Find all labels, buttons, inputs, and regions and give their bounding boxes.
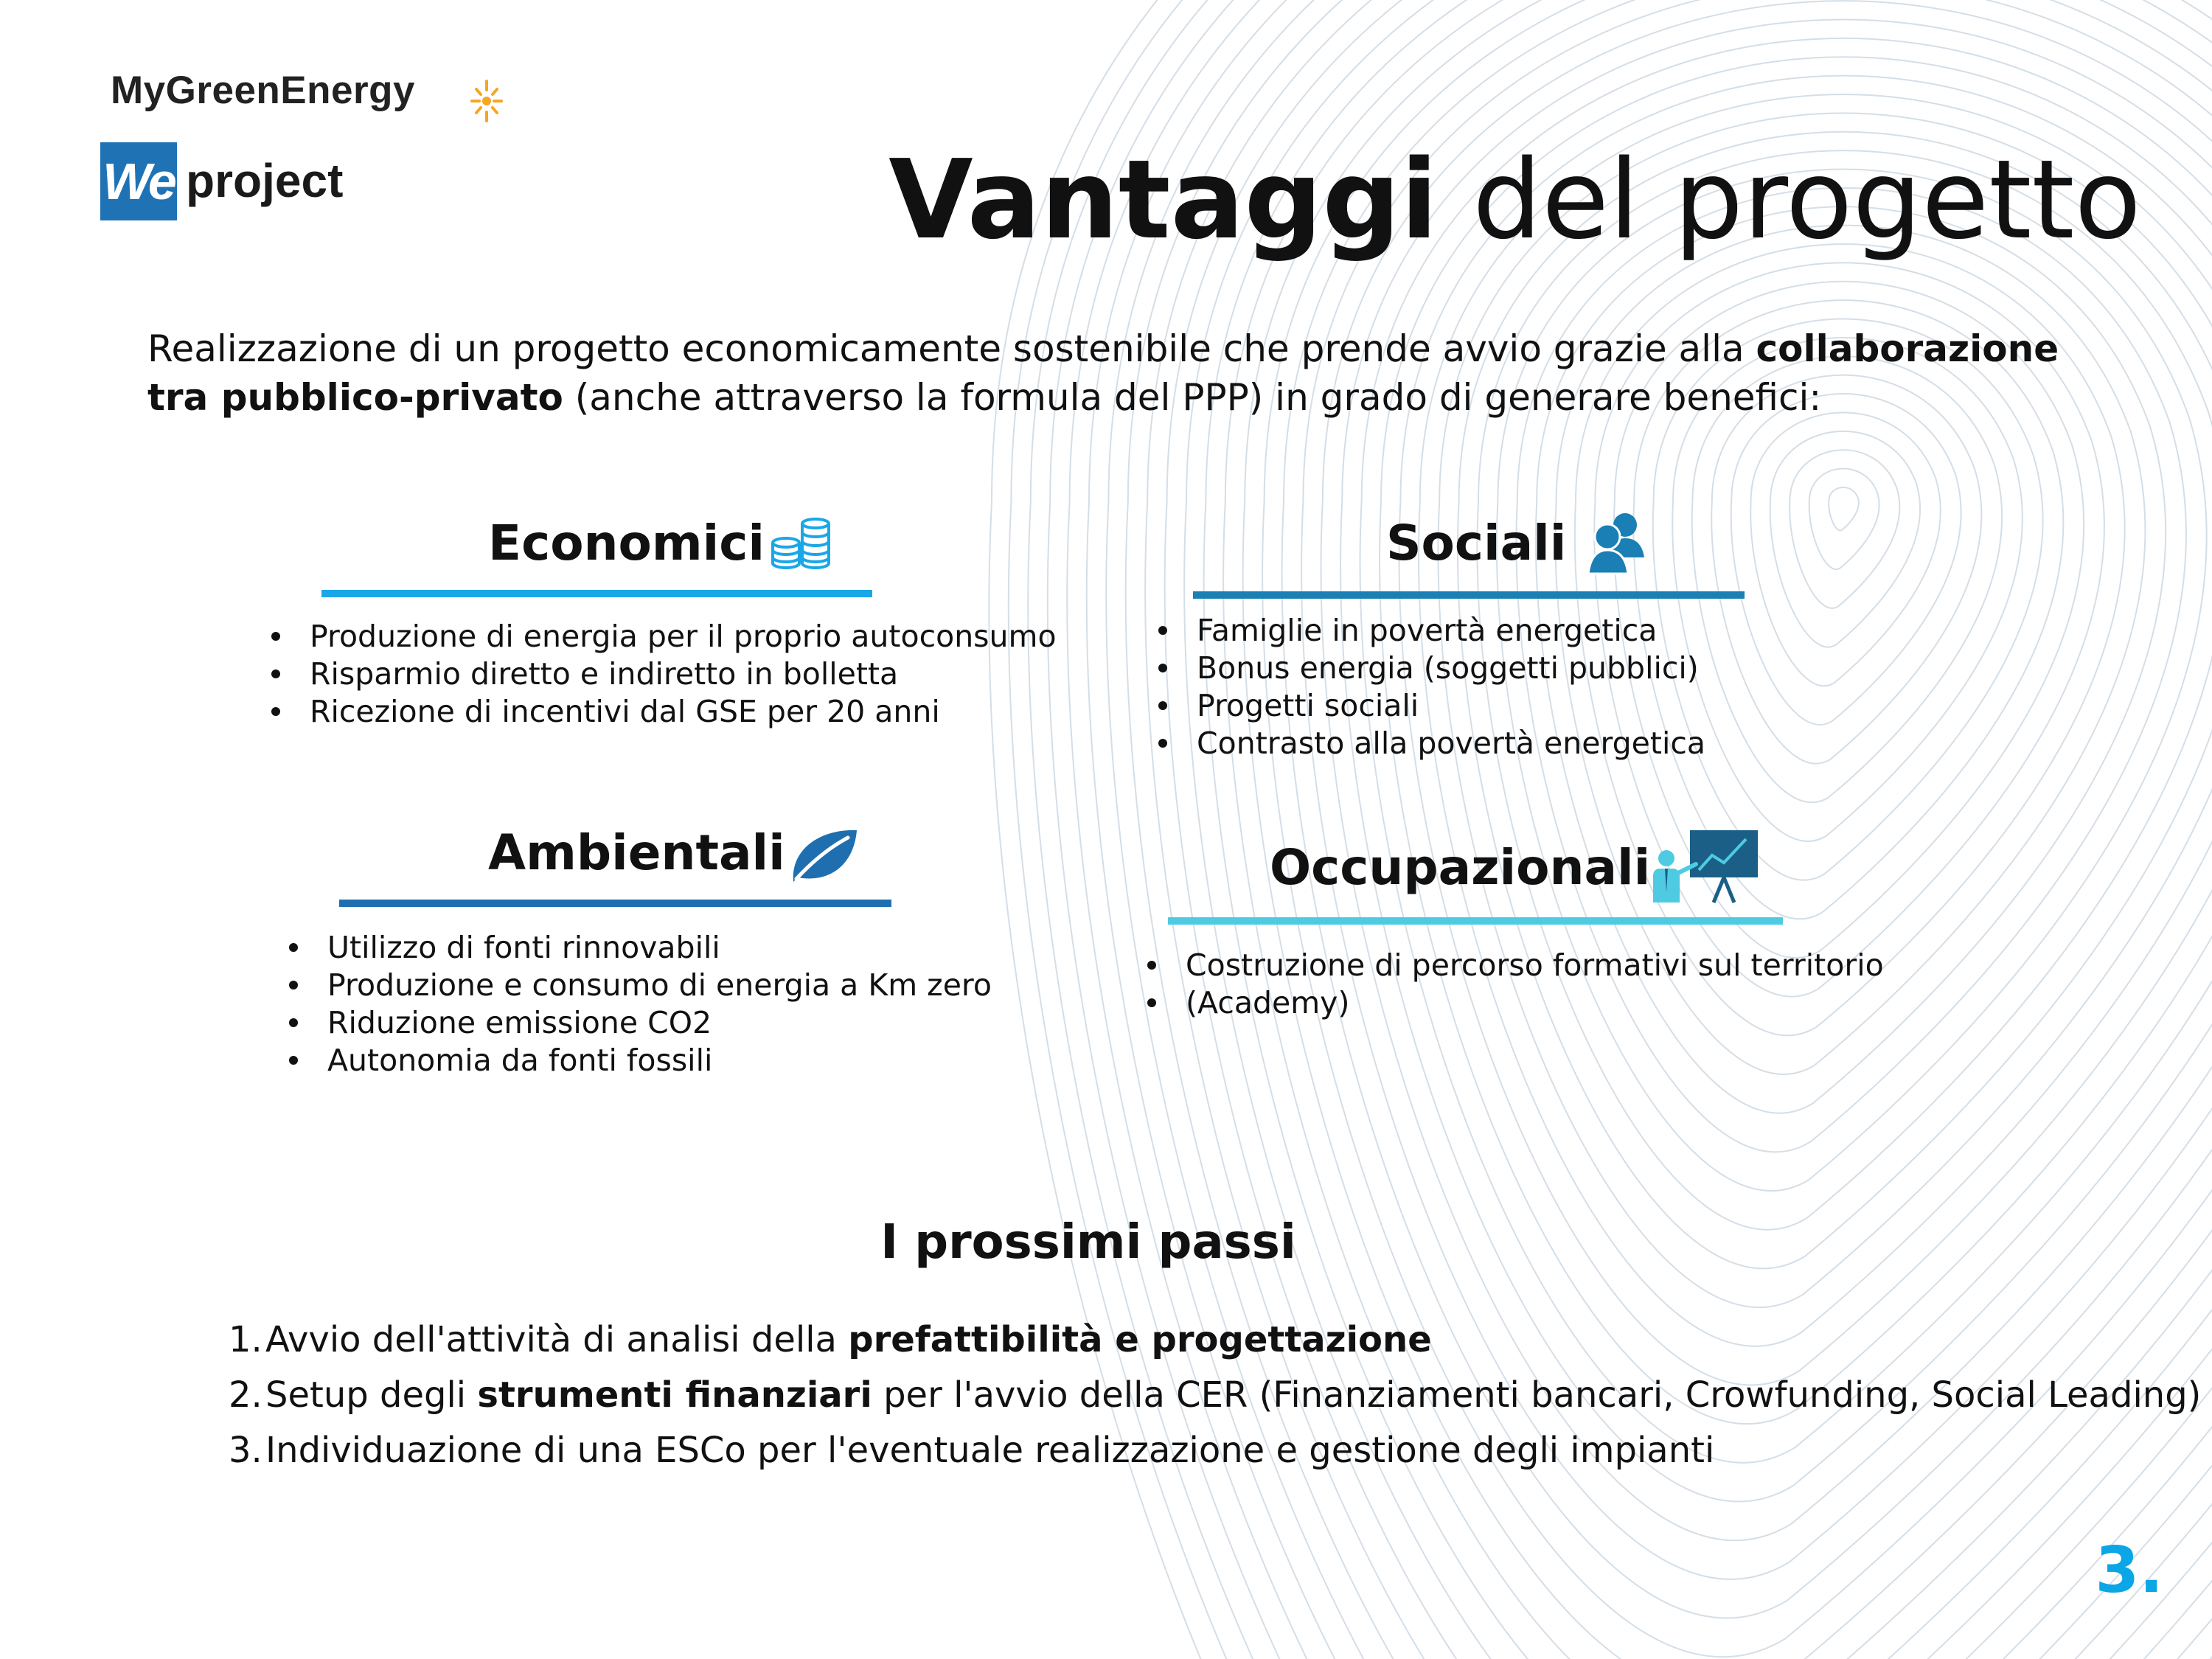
- list-item: Produzione di energia per il proprio autoconsumo: [271, 618, 1057, 655]
- contour-line: [1809, 469, 1879, 570]
- ambientali-title: Ambientali: [488, 824, 785, 881]
- intro-text-1: Realizzazione di un progetto economicamente sostenibile che prende avvio grazie alla: [147, 327, 1756, 370]
- list-item: Famiglie in povertà energetica: [1158, 612, 1705, 650]
- page-number: 3.: [2095, 1534, 2163, 1607]
- occupazionali-underline: [1168, 917, 1783, 925]
- page-title-rest: del progetto: [1472, 136, 2141, 263]
- sun-icon: [470, 77, 503, 125]
- step-item: [229, 1312, 2201, 1368]
- intro-text-2: (anche attraverso la formula del PPP) in grado di generare benefici:: [563, 376, 1822, 419]
- list-item: Riduzione emissione CO2: [289, 1004, 992, 1042]
- list-item: Bonus energia (soggetti pubblici): [1158, 650, 1705, 687]
- page-title-bold: Vantaggi: [888, 136, 1439, 263]
- intro-bold: collaborazione tra pubblico-privato: [147, 327, 2059, 419]
- contour-line: [1711, 375, 1981, 764]
- step-bold: strumenti finanziari: [477, 1374, 872, 1416]
- economici-underline: [321, 590, 872, 597]
- sociali-title: Sociali: [1386, 515, 1567, 571]
- sociali-list: [1158, 612, 1705, 762]
- step-item: [229, 1423, 2201, 1478]
- step-number: 2.: [229, 1374, 262, 1416]
- contour-line: [1731, 394, 1961, 725]
- weproject-logo-mark: We: [100, 142, 177, 220]
- next-steps-title: I prossimi passi: [880, 1215, 1296, 1270]
- list-item: Progetti sociali: [1158, 687, 1705, 725]
- next-steps-list: [229, 1312, 2201, 1478]
- list-item: Autonomia da fonti fossili: [289, 1042, 992, 1079]
- economici-list: [271, 618, 1057, 731]
- coins-icon: [770, 516, 833, 571]
- contour-line: [1790, 450, 1899, 608]
- users-icon: [1587, 512, 1646, 575]
- list-item-continuation: [1147, 984, 1884, 1022]
- list-item: Contrasto alla povertà energetica: [1158, 725, 1705, 762]
- step-bold: prefattibilità e progettazione: [848, 1319, 1432, 1360]
- presentation-icon: [1650, 829, 1762, 905]
- ambientali-list: [289, 929, 992, 1079]
- mygreenenergy-logo: MyGreenEnergy: [111, 69, 415, 112]
- list-item: Costruzione di percorso formativi sul territorio: [1147, 947, 1884, 984]
- step-number: 3.: [229, 1430, 262, 1471]
- ambientali-underline: [339, 900, 891, 907]
- intro-paragraph: [147, 324, 2101, 422]
- list-item: Produzione e consumo di energia a Km zero: [289, 967, 992, 1004]
- occupazionali-list: [1147, 947, 1884, 1022]
- list-item-continuation-text: (Academy): [1186, 985, 1350, 1020]
- page-title: [888, 136, 2141, 263]
- leaf-icon: [790, 827, 858, 883]
- step-text: Individuazione di una ESCo per l'eventuale realizzazione e gestione degli impianti: [265, 1430, 1715, 1471]
- step-item: [229, 1368, 2201, 1423]
- contour-line: [1829, 487, 1859, 531]
- occupazionali-title: Occupazionali: [1270, 839, 1651, 896]
- list-item: Utilizzo di fonti rinnovabili: [289, 929, 992, 967]
- step-number: 1.: [229, 1319, 262, 1360]
- economici-title: Economici: [488, 515, 765, 571]
- step-text-after: per l'avvio della CER (Finanziamenti bancari, Crowfunding, Social Leading): [872, 1374, 2202, 1416]
- step-text: Setup degli: [265, 1374, 478, 1416]
- list-item: Risparmio diretto e indiretto in bolletta: [271, 655, 1057, 693]
- step-text: Avvio dell'attività di analisi della: [265, 1319, 849, 1360]
- weproject-logo-word: project: [186, 154, 344, 207]
- sociali-underline: [1193, 591, 1745, 599]
- list-item: Ricezione di incentivi dal GSE per 20 anni: [271, 693, 1057, 731]
